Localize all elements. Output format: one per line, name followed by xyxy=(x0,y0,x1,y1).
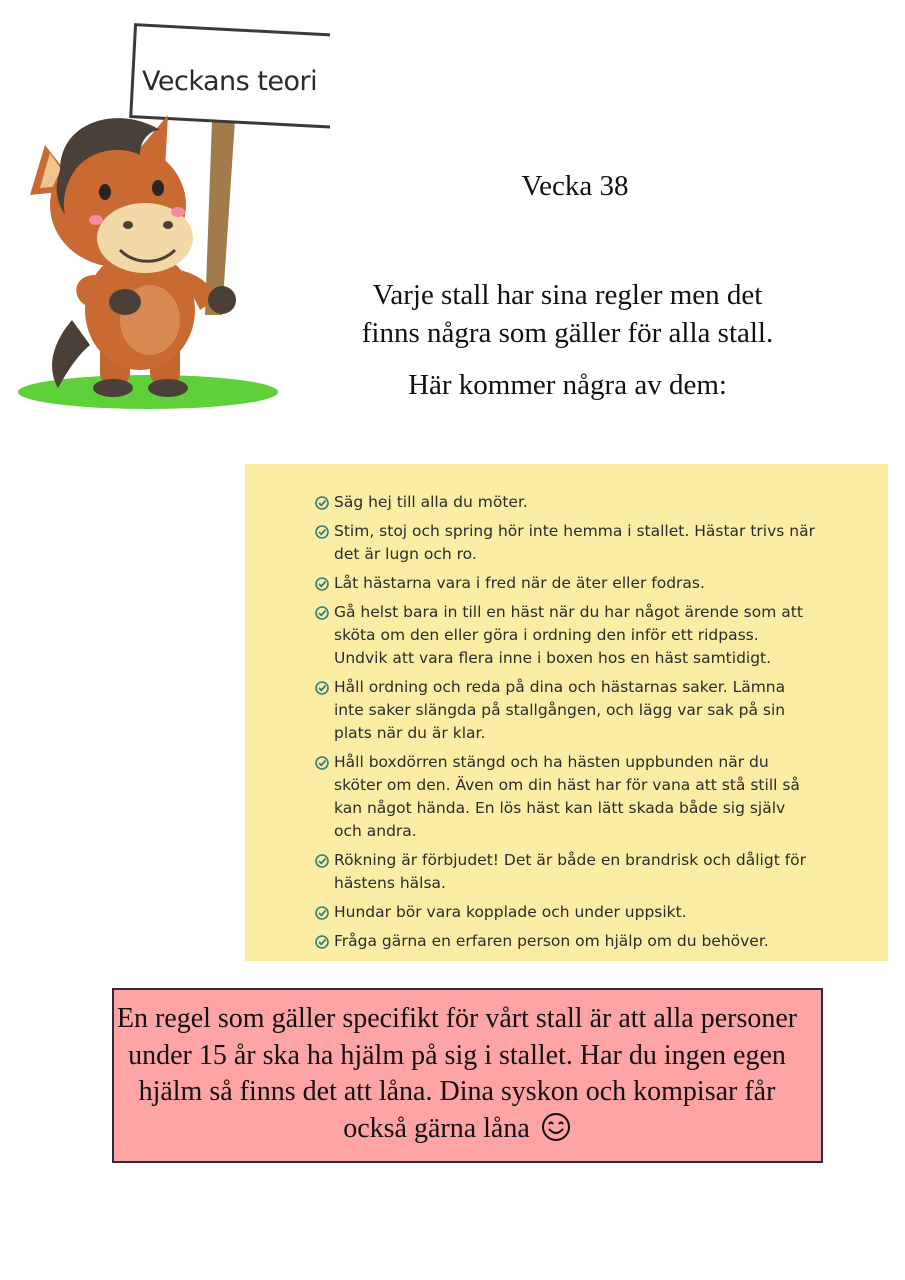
sign-text: Veckans teori xyxy=(142,66,318,97)
check-circle-icon xyxy=(315,606,329,620)
special-rule-box xyxy=(112,988,823,1163)
sign-board xyxy=(131,25,330,128)
special-rule-text: En regel som gäller specifikt för vårt stall är att alla personer under 15 år ska ha hjälm på sig i stallet. Har du ingen egen hjälm så finns det att låna. Dina syskon och kompisar får också gärna låna xyxy=(116,1003,798,1144)
rule-item xyxy=(315,676,815,745)
rule-item xyxy=(315,849,815,895)
check-circle-icon xyxy=(315,935,329,949)
rule-text: Gå helst bara in till en häst när du har något ärende som att sköta om den eller göra i ordning den inför ett ridpass. Undvik att vara flera inne i boxen hos en häst samtidigt. xyxy=(334,603,803,667)
rule-text: Hundar bör vara kopplade och under uppsikt. xyxy=(334,903,687,921)
rule-text: Fråga gärna en erfaren person om hjälp om du behöver. xyxy=(334,932,769,950)
rule-item xyxy=(315,572,815,595)
week-title: Vecka 38 xyxy=(521,170,629,202)
intro-line-3: Här kommer några av dem: xyxy=(408,369,727,401)
rule-text: Håll ordning och reda på dina och hästarnas saker. Lämna inte saker slängda på stallgången, och lägg var sak på sin plats när du är klar. xyxy=(334,678,786,742)
rule-item xyxy=(315,930,815,953)
intro-line-2: finns några som gäller för alla stall. xyxy=(361,317,774,349)
rules-list xyxy=(315,491,815,959)
rules-box xyxy=(245,464,888,961)
rule-item xyxy=(315,601,815,670)
check-circle-icon xyxy=(315,496,329,510)
check-circle-icon xyxy=(315,906,329,920)
rule-text: Rökning är förbjudet! Det är både en brandrisk och dåligt för hästens hälsa. xyxy=(334,851,807,892)
check-circle-icon xyxy=(315,681,329,695)
rule-text: Håll boxdörren stängd och ha hästen uppbunden när du sköter om den. Även om din häst har för vana att stå still så kan något hända. En lös häst kan lätt skada både sig själv och andra. xyxy=(334,753,800,840)
check-circle-icon xyxy=(315,854,329,868)
rule-text: Låt hästarna vara i fred när de äter eller fodras. xyxy=(334,574,705,592)
rule-text: Stim, stoj och spring hör inte hemma i stallet. Hästar trivs när det är lugn och ro. xyxy=(334,522,815,563)
rule-text: Säg hej till alla du möter. xyxy=(334,493,528,511)
smiling-face-icon xyxy=(541,1112,571,1142)
rule-item xyxy=(315,901,815,924)
rule-item xyxy=(315,520,815,566)
rule-item xyxy=(315,751,815,843)
check-circle-icon xyxy=(315,577,329,591)
intro-text xyxy=(330,276,805,404)
check-circle-icon xyxy=(315,756,329,770)
rule-item xyxy=(315,491,815,514)
special-rule-paragraph xyxy=(114,1001,800,1147)
check-circle-icon xyxy=(315,525,329,539)
intro-line-1: Varje stall har sina regler men det xyxy=(372,279,763,311)
horse-mascot-illustration xyxy=(0,20,330,420)
